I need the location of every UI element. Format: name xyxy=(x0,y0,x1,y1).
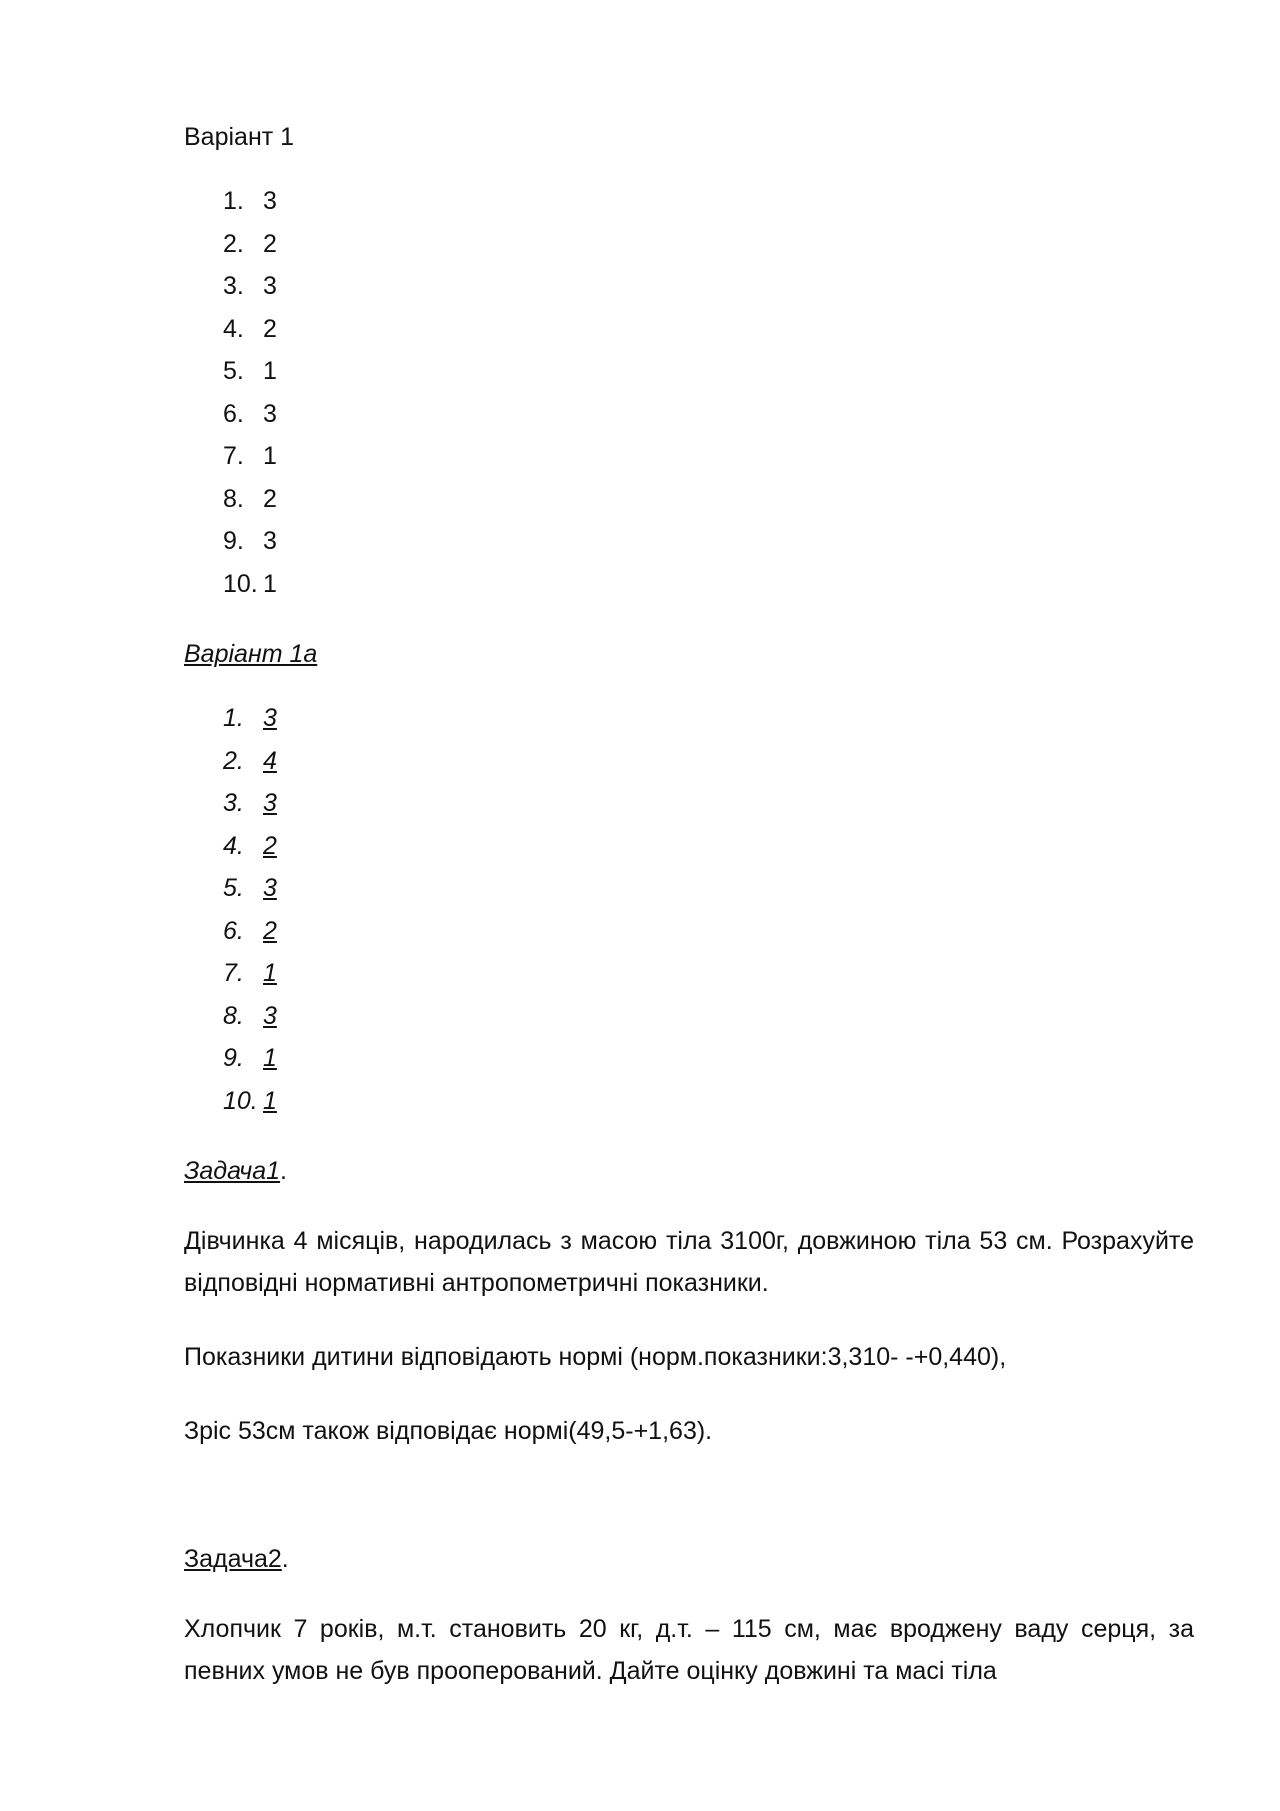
list-item xyxy=(184,1001,1194,1044)
list-item-value: 1 xyxy=(263,959,277,987)
list-item xyxy=(184,703,1194,746)
list-item-number: 4. xyxy=(223,314,244,343)
task1-title-text: Задача1 xyxy=(184,1157,281,1185)
variant1a-answer-list xyxy=(184,703,1194,1128)
task1-condition: Дівчинка 4 місяців, народилась з масою тіла 3100г, довжиною тіла 53 см. Розрахуйте відповідні нормативні антропометричні показники. xyxy=(184,1227,1194,1297)
list-item xyxy=(184,271,1194,314)
list-item-value: 3 xyxy=(263,272,277,300)
list-item-number: 9. xyxy=(223,1044,244,1072)
task2-title xyxy=(184,1544,1194,1578)
variant1a-heading-text: Варіант 1а xyxy=(184,640,318,668)
list-item xyxy=(184,1043,1194,1086)
list-item-number: 3. xyxy=(223,789,244,817)
list-item xyxy=(184,831,1194,874)
list-item-value: 4 xyxy=(263,746,277,775)
list-item-value: 3 xyxy=(263,399,277,428)
list-item-number: 5. xyxy=(223,874,244,902)
task2-title-suffix: . xyxy=(281,1545,289,1573)
list-item xyxy=(184,916,1194,959)
list-item-number: 10. xyxy=(223,1086,258,1115)
list-item-number: 6. xyxy=(223,916,244,945)
list-item xyxy=(184,356,1194,399)
list-item-value: 2 xyxy=(263,229,277,258)
list-item xyxy=(184,958,1194,1001)
list-item-value: 2 xyxy=(263,916,277,945)
document-content xyxy=(184,122,1194,1724)
list-item-value: 1 xyxy=(263,357,277,385)
task2-condition: Хлопчик 7 років, м.т. становить 20 кг, д.т. – 115 см, має вроджену ваду серця, за певних умов не був прооперований. Дайте оцінку довжині та масі тіла xyxy=(184,1615,1194,1685)
list-item-value: 1 xyxy=(263,1086,277,1115)
list-item-number: 4. xyxy=(223,831,244,860)
list-item-number: 7. xyxy=(223,959,244,987)
task1-title-suffix: . xyxy=(280,1157,287,1185)
list-item xyxy=(184,399,1194,442)
list-item-number: 1. xyxy=(223,704,244,732)
list-item-value: 3 xyxy=(263,874,277,902)
list-item-number: 8. xyxy=(223,1001,244,1030)
task1-title xyxy=(184,1156,1194,1190)
list-item-number: 9. xyxy=(223,527,244,555)
list-item xyxy=(184,229,1194,272)
list-item-value: 1 xyxy=(263,569,277,598)
task2-title-text: Задача2 xyxy=(184,1545,282,1573)
list-item xyxy=(184,569,1194,612)
list-item xyxy=(184,526,1194,569)
variant1a-heading xyxy=(184,639,1194,681)
list-item-number: 7. xyxy=(223,442,244,470)
variant1-answer-list xyxy=(184,186,1194,611)
list-item-number: 2. xyxy=(223,229,244,258)
list-item-value: 2 xyxy=(263,314,277,343)
list-item xyxy=(184,788,1194,831)
task1-answer-weight: Показники дитини відповідають нормі (норм.показники:3,310- -+0,440), xyxy=(184,1343,1007,1371)
list-item-value: 3 xyxy=(263,1001,277,1030)
list-item-value: 3 xyxy=(263,789,277,817)
list-item-number: 8. xyxy=(223,484,244,513)
list-item-number: 1. xyxy=(223,187,244,215)
list-item-number: 6. xyxy=(223,399,244,428)
list-item-value: 3 xyxy=(263,704,277,732)
list-item-number: 2. xyxy=(223,746,244,775)
list-item xyxy=(184,314,1194,357)
variant1-heading: Варіант 1 xyxy=(184,123,295,151)
list-item-value: 2 xyxy=(263,831,277,860)
list-item-value: 1 xyxy=(263,442,277,470)
list-item-number: 3. xyxy=(223,272,244,300)
list-item xyxy=(184,186,1194,229)
list-item-value: 2 xyxy=(263,484,277,513)
task1-answer-height: Зріс 53см також відповідає нормі(49,5-+1,63). xyxy=(184,1417,713,1445)
list-item xyxy=(184,746,1194,789)
list-item xyxy=(184,873,1194,916)
list-item xyxy=(184,1086,1194,1129)
list-item-value: 3 xyxy=(263,187,277,215)
list-item xyxy=(184,441,1194,484)
list-item-number: 10. xyxy=(223,569,258,598)
list-item xyxy=(184,484,1194,527)
list-item-number: 5. xyxy=(223,357,244,385)
list-item-value: 1 xyxy=(263,1044,277,1072)
section-spacer xyxy=(184,1484,1194,1544)
list-item-value: 3 xyxy=(263,527,277,555)
